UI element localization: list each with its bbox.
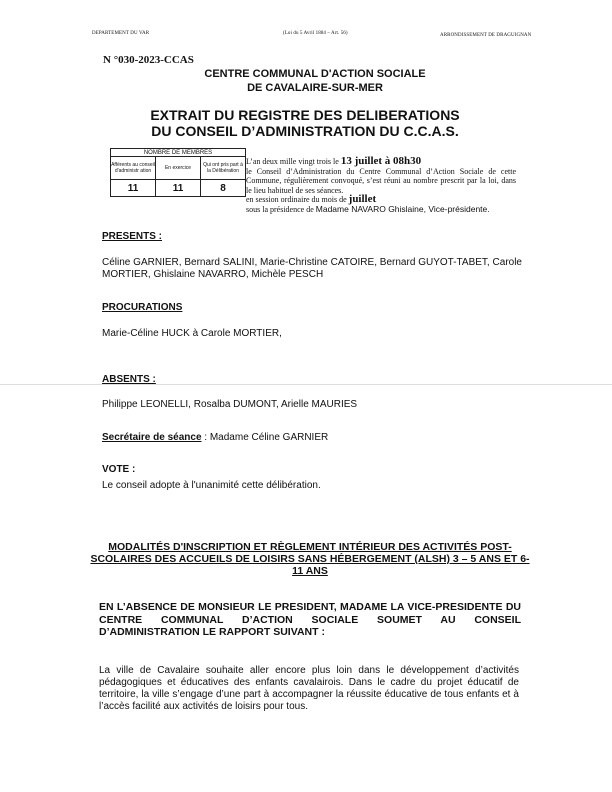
- vote-result: Le conseil adopte à l'unanimité cette délibération.: [102, 480, 321, 491]
- members-col-value: 11: [156, 180, 201, 197]
- secretary-value: : Madame Céline GARNIER: [201, 432, 329, 443]
- members-table-header: NOMBRE DE MEMBRES: [111, 149, 246, 157]
- members-col-label: Afférents au conseil d'administr ation: [111, 157, 156, 180]
- absents-list: Philippe LEONELLI, Rosalba DUMONT, Arielle MAURIES: [102, 399, 358, 410]
- members-table: [110, 148, 246, 197]
- presents-list: Céline GARNIER, Bernard SALINI, Marie-Christine CATOIRE, Bernard GUYOT-TABET, Carole MORTIER, Ghislaine NAVARRO, Michèle PESCH: [102, 257, 522, 280]
- session-presidency: [246, 205, 516, 215]
- session-month-value: juillet: [348, 193, 377, 206]
- register-title-line-2: DU CONSEIL D’ADMINISTRATION DU C.C.A.S.: [151, 123, 459, 139]
- session-date-prefix: L’an deux mille vingt trois le: [246, 157, 341, 166]
- organization-title: [150, 67, 480, 95]
- members-col-label: Qui ont pris part à la Délibération: [201, 157, 246, 180]
- department-label: DEPARTEMENT DU VAR: [92, 31, 150, 36]
- register-title-line-1: EXTRAIT DU REGISTRE DES DELIBERATIONS: [150, 107, 460, 123]
- members-col-label: En exercice: [156, 157, 201, 180]
- law-reference: (Loi du 5 Avril 1884 – Art. 56): [283, 31, 348, 36]
- session-date-value: 13 juillet à 08h30: [340, 155, 422, 167]
- arrondissement-label: ARRONDISSEMENT DE DRAGUIGNAN: [440, 33, 532, 38]
- session-month-prefix: en session ordinaire du mois de: [246, 195, 349, 205]
- secretary-label: Secrétaire de séance: [102, 432, 202, 443]
- register-title: [140, 107, 470, 139]
- deliberation-subject: MODALITÉS D'INSCRIPTION ET RÈGLEMENT INTÉRIEUR DES ACTIVITÉS POST-SCOLAIRES DES ACCUEILS DE LOISIRS SANS HÉBERGEMENT (ALSH) 3 – 5 ANS ET 6-11 ANS: [90, 541, 530, 577]
- absents-heading: ABSENTS :: [102, 374, 156, 385]
- session-council-text: le Conseil d’Administration du Centre Communal d’Action Sociale de cette Commune, régulièrement convoqué, s’est réuni au nombre prescrit par la loi, dans le lieu habituel de ses séances.: [246, 166, 516, 195]
- organization-line-2: DE CAVALAIRE-SUR-MER: [247, 82, 383, 94]
- members-col-value: 8: [201, 180, 246, 197]
- organization-line-1: CENTRE COMMUNAL D'ACTION SOCIALE: [204, 68, 426, 80]
- procurations-list: Marie-Céline HUCK à Carole MORTIER,: [102, 328, 282, 339]
- report-paragraph: La ville de Cavalaire souhaite aller encore plus loin dans le développement d’activités pédagogiques et éducatives des enfants cavalairois. Dans le cadre du projet éducatif de territoire, la ville s’engage d’une part à accompagner la réussite éducative de tous enfants et à l’accès facilité aux activités de loisirs pour tous.: [99, 665, 519, 712]
- session-details: [246, 157, 516, 215]
- secretary-line: [102, 432, 328, 444]
- members-col-value: 11: [111, 180, 156, 197]
- vote-heading: VOTE :: [102, 464, 136, 475]
- session-presidency-name: Madame NAVARO Ghislaine, Vice-présidente.: [315, 203, 490, 214]
- session-presidency-prefix: sous la présidence de: [246, 204, 316, 214]
- procurations-heading: PROCURATIONS: [102, 302, 183, 313]
- deliberation-number: N °030-2023-CCAS: [103, 54, 194, 66]
- scan-divider: [0, 384, 612, 385]
- presents-heading: PRESENTS :: [102, 231, 163, 242]
- session-date: [246, 157, 516, 167]
- absence-statement: EN L’ABSENCE DE MONSIEUR LE PRESIDENT, MADAME LA VICE-PRESIDENTE DU CENTRE COMMUNAL D’ACTION SOCIALE SOUMET AU CONSEIL D’ADMINISTRATION LE RAPPORT SUIVANT :: [99, 601, 521, 638]
